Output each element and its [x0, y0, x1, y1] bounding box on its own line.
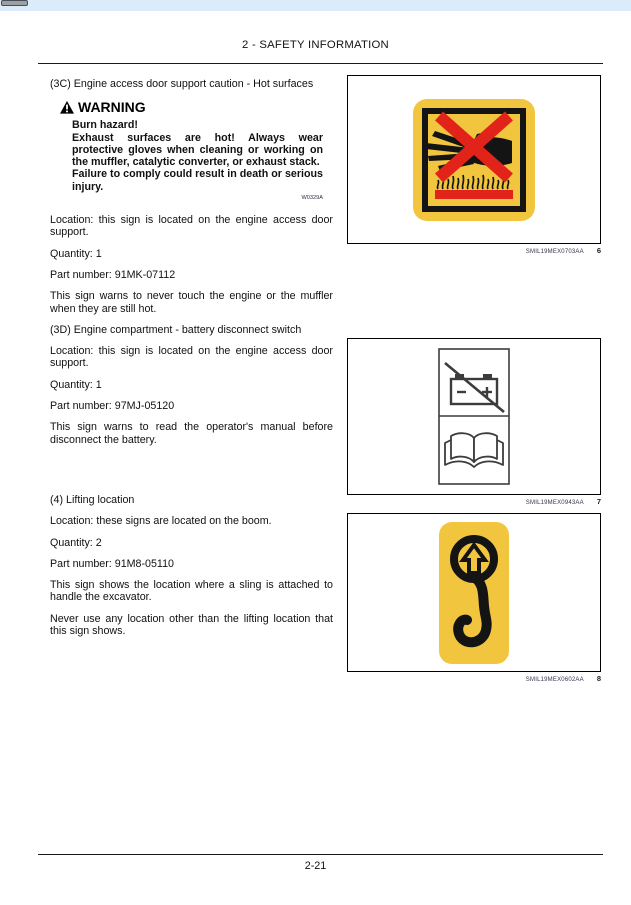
hot-surface-bar — [435, 190, 513, 199]
section-3d-location: Location: this sign is located on the engine access door support. — [50, 345, 333, 370]
figure-7-frame — [347, 338, 601, 495]
figure-number: 8 — [596, 674, 601, 683]
manual-page — [0, 11, 631, 905]
section-4-description: This sign shows the location where a sling is attached to handle the excavator. — [50, 579, 333, 604]
battery-disconnect-read-manual-sign-icon — [438, 348, 510, 485]
warning-code: W0329A — [301, 195, 323, 202]
section-3d-part-number: Part number: 97MJ-05120 — [50, 400, 175, 413]
figure-code: SMIL19MEX0602AA — [525, 677, 584, 683]
lifting-point-hook-sign-icon — [439, 522, 509, 664]
footer-divider — [38, 854, 603, 855]
figure-code: SMIL19MEX0943AA — [525, 500, 584, 506]
section-4-heading: (4) Lifting location — [50, 493, 135, 506]
section-3c-description: This sign warns to never touch the engine or the muffler when they are still hot. — [50, 290, 333, 315]
figure-7-caption — [347, 497, 601, 506]
section-3c-quantity: Quantity: 1 — [50, 247, 102, 260]
warning-line: Exhaust surfaces are hot! Always wear protective gloves when cleaning or working on the muffler, catalytic converter, or exhaust stack. — [72, 131, 323, 169]
figure-6-frame — [347, 75, 601, 244]
hot-surfaces-warning-sign-icon — [413, 99, 535, 221]
warning-line: Burn hazard! — [72, 119, 138, 132]
header-divider — [38, 63, 603, 64]
figure-number: 6 — [596, 246, 601, 255]
viewer-background-strip — [0, 0, 631, 11]
section-3d-description: This sign warns to read the operator's manual before disconnect the battery. — [50, 421, 333, 446]
figure-8 — [347, 513, 601, 683]
section-3c-heading: (3C) Engine access door support caution - Hot surfaces — [50, 78, 314, 90]
section-3d-quantity: Quantity: 1 — [50, 378, 102, 391]
warning-header — [60, 99, 333, 115]
figure-8-frame — [347, 513, 601, 672]
figure-6-caption — [347, 246, 601, 255]
figure-number: 7 — [596, 497, 601, 506]
viewer-scroll-tab[interactable] — [1, 0, 28, 6]
figure-code: SMIL19MEX0703AA — [525, 249, 584, 255]
warning-line: Failure to comply could result in death or serious injury. — [72, 168, 323, 193]
open-book-icon — [445, 433, 503, 467]
section-4-quantity: Quantity: 2 — [50, 536, 102, 549]
section-3c-part-number: Part number: 91MK-07112 — [50, 268, 176, 281]
figure-8-caption — [347, 674, 601, 683]
section-4-note: Never use any location other than the lifting location that this sign shows. — [50, 612, 333, 638]
section-4-location: Location: these signs are located on the boom. — [50, 515, 272, 528]
section-3c-location: Location: this sign is located on the engine access door support. — [50, 214, 333, 239]
chapter-title: 2 - SAFETY INFORMATION — [242, 39, 389, 51]
warning-label: WARNING — [78, 99, 146, 116]
section-4-part-number: Part number: 91M8-05110 — [50, 557, 174, 570]
warning-body — [72, 119, 323, 193]
figure-7 — [347, 338, 601, 506]
warning-triangle-icon — [60, 101, 74, 114]
text-column — [50, 78, 333, 646]
figure-6 — [347, 75, 601, 255]
section-3d-heading: (3D) Engine compartment - battery disconnect switch — [50, 323, 302, 336]
warning-box — [60, 99, 333, 201]
page-number: 2-21 — [304, 860, 327, 872]
